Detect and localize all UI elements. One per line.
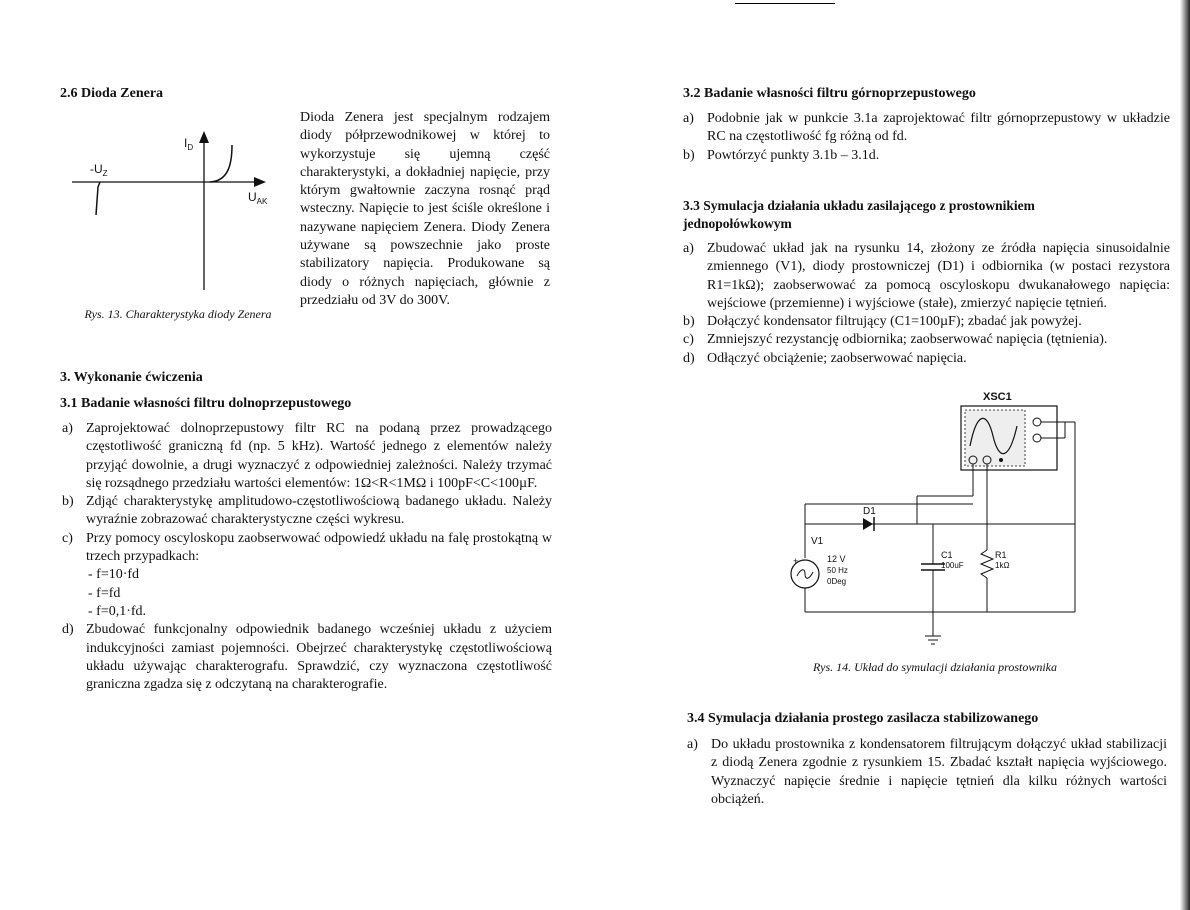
s33-list — [683, 240, 1170, 368]
list-item: b) Zdjąć charakterystykę amplitudowo-częstotliwościową badanego układu. Należy wyraźnie zobrazować charakterystyczne części wykresu. — [62, 494, 552, 528]
source-phase: 0Deg — [827, 577, 847, 586]
list-item: a) Zaprojektować dolnoprzepustowy filtr RC na podaną przez prowadzącego częstotliwość graniczną fd (np. 5 kHz). Wartość jednego z elementów należy przyjąć dowolnie, a drugi wyznaczyć z odpowiedniej zależności. Należy trzymać się rozsądnego przedziału wartości elementów: 1Ω<R<1MΩ i 100pF<C<100µF. — [62, 421, 552, 491]
list-item: b) Powtórzyć punkty 3.1b – 3.1d. — [683, 147, 880, 163]
list-item: c) Zmniejszyć rezystancję odbiornika; zaobserwować napięcia (tętnienia). — [683, 332, 1108, 348]
frequency-cases — [86, 566, 552, 621]
scan-edge — [1180, 0, 1190, 910]
scope-label: XSC1 — [983, 391, 1012, 403]
list-item: d) Zbudować funkcjonalny odpowiednik badanego wcześniej układu z użyciem indukcyjności zamiast pojemności. Obejrzeć charakterystykę częstotliwościową układu używając charakterografu. Sprawdzić, czy wyznaczona częstotliwość graniczna zgadza się z odczytaną na charakterografie. — [62, 622, 552, 693]
list-item: b) Dołączyć kondensator filtrujący (C1=100µF); zbadać jak powyżej. — [683, 314, 1082, 330]
case-item: - f=0,1·fd. — [88, 603, 147, 619]
section34-title: 3.4 Symulacja działania prostego zasilacza stabilizowanego — [687, 711, 1039, 726]
res-value: 1kΩ — [995, 561, 1010, 570]
section32-title: 3.2 Badanie własności filtru górnoprzepustowego — [683, 86, 976, 101]
section31-title: 3.1 Badanie własności filtru dolnoprzepustowego — [60, 396, 352, 411]
source-voltage: 12 V — [827, 554, 846, 564]
zener-paragraph: Dioda Zenera jest specjalnym rodzajem diody półprzewodnikowej w której to wykorzystuje się ujemną część charakterystyki, a dokładniej napięcie, przy którym gwałtownie zaczyna rosnąć prąd wsteczny. Napięcie to jest ściśle określone i nazywane napięciem Zenera. Diody Zenera używane są powszechnie jako proste stabilizatory napięcia. Produkowane są diody o różnych napięciach, głównie z przedziału od 3V do 300V. — [300, 110, 550, 308]
graph-label-uak: $U_{AK}$ — [248, 190, 268, 206]
list-item: a) Podobnie jak w punkcie 3.1a zaprojektować filtr górnoprzepustowy w układzie RC na częstotliwość fg różną od fd. — [683, 111, 1170, 145]
section-zener-title: 2.6 Dioda Zenera — [60, 86, 164, 101]
section33-title: 3.3 Symulacja działania układu zasilającego z prostownikiem jednopołówkowym — [683, 198, 1035, 231]
case-item: - f=fd — [88, 585, 121, 601]
source-label: V1 — [811, 536, 824, 547]
fig14-caption: Rys. 14. Układ do symulacji działania prostownika — [813, 660, 1057, 674]
res-label: R1 — [995, 550, 1007, 560]
list-item: d) Odłączyć obciążenie; zaobserwować napięcia. — [683, 350, 967, 366]
case-item: - f=10·fd — [88, 567, 140, 583]
cap-value: 100uF — [941, 561, 964, 570]
graph-label-uz: $-U_Z$ — [90, 162, 108, 178]
source-freq: 50 Hz — [827, 566, 848, 575]
fig13-caption: Rys. 13. Charakterystyka diody Zenera — [84, 307, 272, 321]
s34-list — [687, 736, 1167, 809]
rectifier-circuit — [765, 386, 1095, 656]
s31-list — [62, 420, 552, 694]
list-item: a) Do układu prostownika z kondensatorem filtrującym dołączyć układ stabilizacji z diodą Zenera zgodnie z rysunkiem 15. Zbadać kształt napięcia wyjściowego. Wyznaczyć napięcie średnie i napięcie tętnień dla kilku różnych wartości obciążeń. — [687, 737, 1167, 807]
list-item: a) Zbudować układ jak na rysunku 14, złożony ze źródła napięcia sinusoidalnie zmiennego (V1), diody prostowniczej (D1) i odbiornika (w postaci rezystora R1=1kΩ); zaobserwować za pomocą oscyloskopu dwukanałowego napięcia: wejściowe (przemienne) i wyjściowe (stałe), zmierzyć napięcie tętnień. — [683, 241, 1170, 311]
section3-title: 3. Wykonanie ćwiczenia — [60, 370, 203, 385]
cap-label: C1 — [941, 550, 953, 560]
s32-list — [683, 110, 1170, 165]
zener-characteristic-graph — [60, 125, 280, 300]
svg-text:+: + — [793, 556, 799, 566]
scan-artifact — [735, 3, 835, 4]
right-page — [595, 0, 1190, 910]
diode-label: D1 — [863, 506, 876, 517]
list-item: c) Przy pomocy oscyloskopu zaobserwować odpowiedź układu na falę prostokątną w trzech przypadkach: - f=10·fd - f=fd - f=0,1·fd. — [62, 530, 552, 621]
graph-label-id: $I_D$ — [184, 136, 194, 152]
